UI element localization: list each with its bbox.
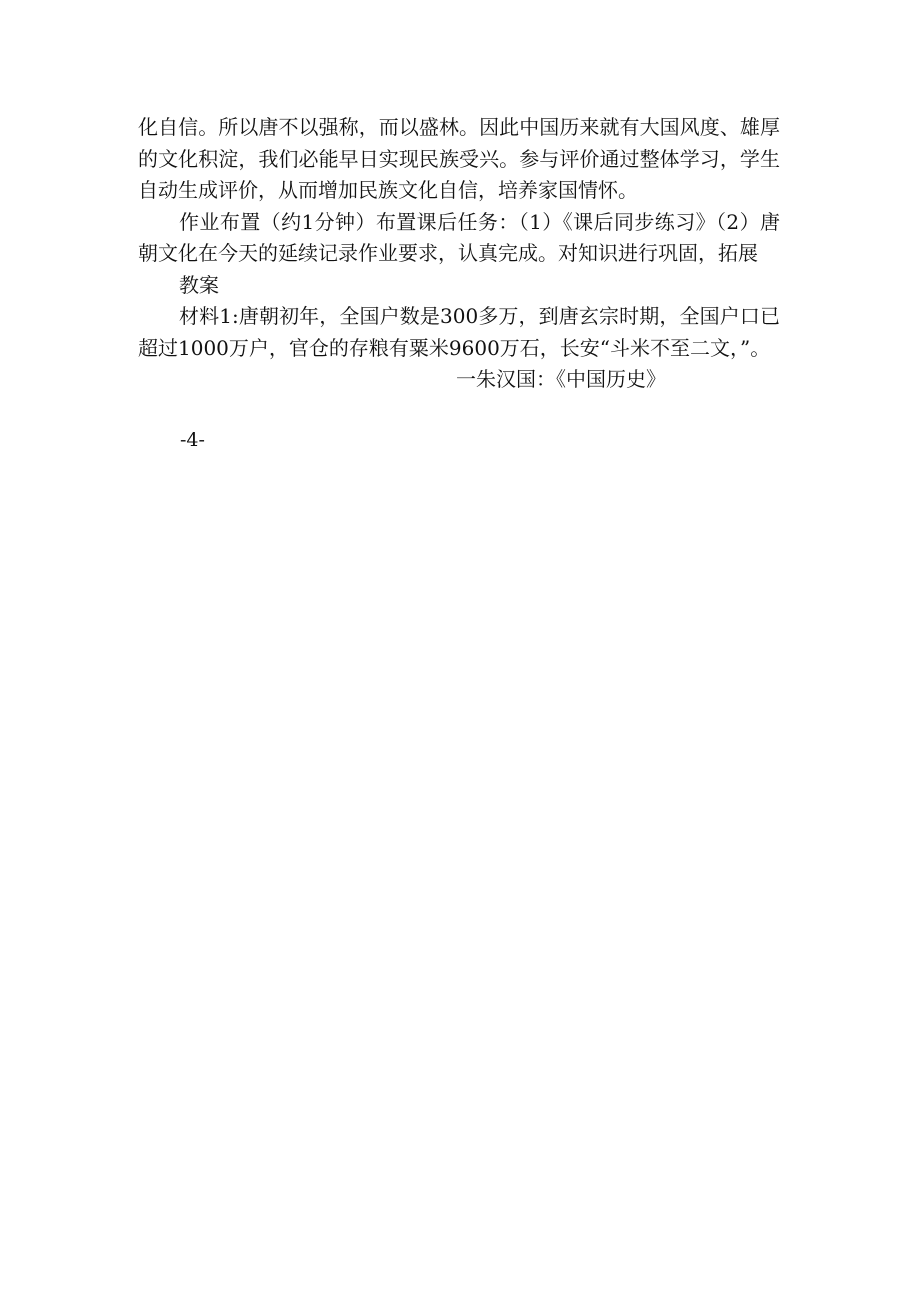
paragraph-material-1: 材料1:唐朝初年，全国户数是300多万，到唐玄宗时期，全国户口已超过1000万户，官仓的存粮有粟米9600万石，长安“斗米不至二文，”。 bbox=[138, 304, 780, 360]
material-source-citation: 一朱汉国：《中国历史》 bbox=[456, 367, 666, 391]
page-number: -4- bbox=[180, 429, 205, 451]
paragraph-culture-confidence: 化自信。所以唐不以强称，而以盛林。因此中国历来就有大国风度、雄厚的文化积淀，我们必能早日实现民族受兴。参与评价通过整体学习，学生自动生成评价，从而增加民族文化自信，培养家国情怀。 bbox=[138, 115, 780, 202]
paragraph-homework-assignment: 作业布置（约1分钟）布置课后任务：（1）《课后同步练习》（2）唐朝文化在今天的延续记录作业要求，认真完成。对知识进行巩固，拓展 bbox=[138, 209, 780, 265]
paragraph-lesson-plan-label: 教案 bbox=[179, 272, 219, 297]
document-body bbox=[138, 112, 780, 396]
